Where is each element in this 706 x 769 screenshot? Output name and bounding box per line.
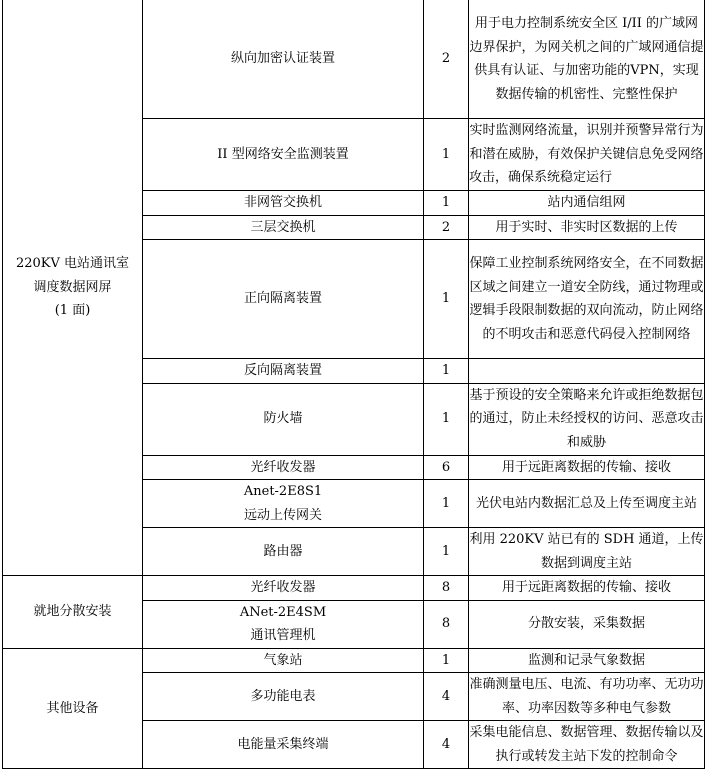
device-function: 基于预设的安全策略来允许或拒绝数据包的通过，防止未经授权的访问、恶意攻击和威胁 [469,383,705,455]
device-quantity: 8 [424,576,469,601]
device-function [469,359,705,384]
device-quantity: 4 [424,673,469,721]
device-quantity: 1 [424,480,469,528]
device-function: 用于实时、非实时区数据的上传 [469,215,705,240]
device-quantity: 6 [424,455,469,480]
equipment-table [2,0,705,769]
device-function: 准确测量电压、电流、有功功率、无功功率、功率因数等多种电气参数 [469,673,705,721]
device-name: 光纤收发器 [143,455,424,480]
device-name: 电能量采集终端 [143,721,424,769]
device-name: 气象站 [143,648,424,673]
device-name: 三层交换机 [143,215,424,240]
device-quantity: 4 [424,721,469,769]
device-function: 监测和记录气象数据 [469,648,705,673]
device-name: II 型网络安全监测装置 [143,119,424,191]
device-quantity: 1 [424,383,469,455]
device-function: 用于远距离数据的传输、接收 [469,455,705,480]
device-name: 多功能电表 [143,673,424,721]
device-name: 反向隔离装置 [143,359,424,384]
device-quantity: 1 [424,359,469,384]
device-name: 纵向加密认证装置 [143,0,424,119]
group-title-line: 调度数据网屏 [33,279,112,295]
device-quantity: 1 [424,240,469,359]
device-name: 光纤收发器 [143,576,424,601]
device-quantity: 1 [424,191,469,216]
device-function: 实时监测网络流量，识别并预警异常行为和潜在威胁，有效保护关键信息免受网络攻击，确保系统稳定运行 [469,119,705,191]
device-name: 防火墙 [143,383,424,455]
group-title-line: 就地分散安装 [33,604,112,619]
group-title-line: (1 面) [54,303,91,319]
device-function: 利用 220KV 站已有的 SDH 通道，上传数据到调度主站 [469,528,705,576]
device-function: 分散安装，采集数据 [469,600,705,648]
device-quantity: 2 [424,215,469,240]
device-function: 采集电能信息、数据管理、数据传输以及执行或转发主站下发的控制命令 [469,721,705,769]
device-function: 用于电力控制系统安全区 I/II 的广域网边界保护，为网关机之间的广域网通信提供具有认证、与加密功能的VPN，实现数据传输的机密性、完整性保护 [469,0,705,119]
device-function: 光伏电站内数据汇总及上传至调度主站 [469,480,705,528]
device-name: 路由器 [143,528,424,576]
group-title-cell [3,576,143,649]
device-function: 保障工业控制系统网络安全，在不同数据区域之间建立一道安全防线，通过物理或逻辑手段限制数据的双向流动，防止网络的不明攻击和恶意代码侵入控制网络 [469,240,705,359]
device-name: ANet-2E4SM 通讯管理机 [143,600,424,648]
group-title-line: 其他设备 [46,700,99,716]
group-title-cell [3,648,143,769]
device-name: 非网管交换机 [143,191,424,216]
device-quantity: 2 [424,0,469,119]
device-function: 用于远距离数据的传输、接收 [469,576,705,601]
device-name: Anet-2E8S1 远动上传网关 [143,480,424,528]
device-quantity: 8 [424,600,469,648]
device-quantity: 1 [424,528,469,576]
table-row [3,648,705,673]
table-row [3,0,705,119]
group-title-line: 220KV 电站通讯室 [15,256,130,272]
group-title-cell [3,0,143,576]
device-quantity: 1 [424,648,469,673]
device-name: 正向隔离装置 [143,240,424,359]
device-function: 站内通信组网 [469,191,705,216]
table-row [3,576,705,601]
device-quantity: 1 [424,119,469,191]
